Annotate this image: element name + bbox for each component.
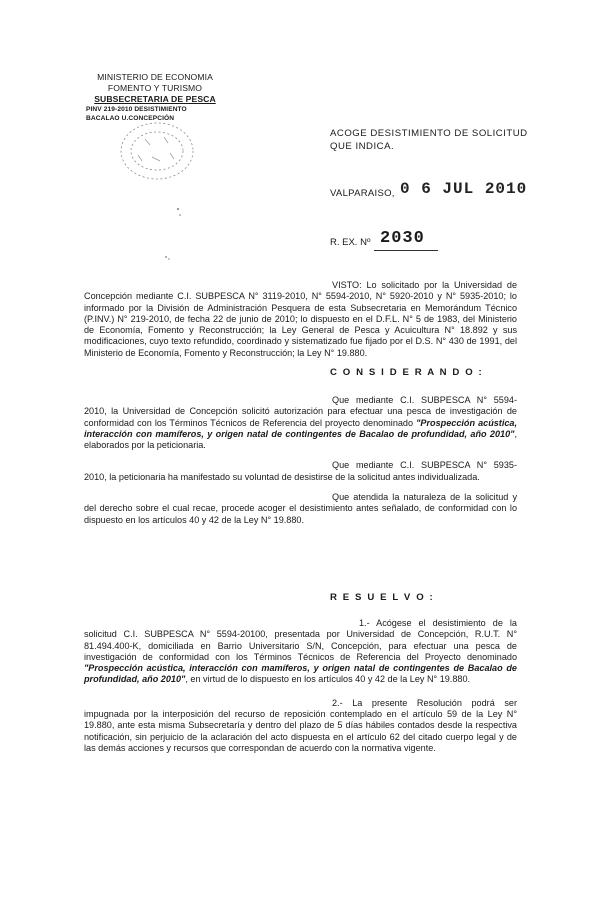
resuelvo-2-lead: 2.- La presente Resolución podrá ser — [332, 697, 517, 708]
place-label: VALPARAISO, — [330, 188, 395, 199]
visto-text: Concepción mediante C.I. SUBPESCA N° 3119-2010, N° 5594-2010, N° 5920-2010 y N° 5935-2010; lo informado por la División de Administración Pesquera de esta Subsecretaria en Memorándum Técnico (P.INV.) N° 219-2010, de fecha 22 de junio de 2010; lo dispuesto en el D.F.L. N° 5 de 1983, del Ministerio de Economía, Fomento y Reconstrucción; la Ley General de Pesca y Acuicultura N° 18.892 y sus modificaciones, cuyo texto refundido, coordinado y sistematizado fue fijado por el D.S. N° 430 de 1991, del Ministerio de Economía, Fomento y Reconstrucción; la Ley N° 19.880. — [84, 291, 517, 358]
considerando-3-text: del derecho sobre el cual recae, procede acoger el desistimiento antes señalado, de conformidad con lo dispuesto en los artículos 40 y 42 de la Ley N° 19.880. — [84, 503, 517, 525]
resuelvo-heading: R E S U E L V O : — [330, 592, 435, 603]
title-line-1: ACOGE DESISTIMIENTO DE SOLICITUD — [330, 128, 528, 139]
considerando-1-project: "Prospección acústica, interacción con mamíferos, y origen natal de contingentes de Bacalao de profundidad, año 2010" — [84, 417, 518, 439]
considerando-2-text: 2010, la peticionaria ha manifestado su voluntad de desistirse de la solicitud antes individualizada. — [84, 471, 480, 482]
considerando-1-lead: Que mediante C.I. SUBPESCA N° 5594- — [332, 395, 517, 405]
considerando-paragraph-3 — [84, 492, 517, 526]
considerando-paragraph-1 — [84, 395, 517, 451]
visto-section — [84, 280, 517, 359]
resolution-label: R. EX. Nº — [330, 237, 371, 248]
resuelvo-paragraph-2 — [84, 698, 517, 754]
document-title — [330, 127, 528, 153]
reference-line-2: BACALAO U.CONCEPCIÓN — [86, 115, 175, 122]
official-seal-stamp — [112, 117, 202, 187]
resuelvo-1-text-b: , en virtud de lo dispuesto en los artículos 40 y 42 de la Ley N° 19.880. — [185, 674, 471, 685]
ministry-name: MINISTERIO DE ECONOMIA — [97, 72, 213, 82]
considerando-2-lead: Que mediante C.I. SUBPESCA N° 5935- — [332, 460, 517, 471]
considerando-section — [84, 395, 517, 526]
considerando-3-lead: Que atendida la naturaleza de la solicitud y — [332, 492, 517, 503]
resuelvo-2-text: impugnada por la interposición del recurso de reposición contemplado en el artículo 59 de la Ley N° 19.880, ante esta misma Subsecretaría y dentro del plazo de 5 días hábiles contados desde la respectiva notificación, sin perjuicio de la aclaración del acto dispuesta en el artículo 62 del citado cuerpo legal y de las demás acciones y recursos que correspondan de acuerdo con la normativa vigente. — [84, 709, 517, 753]
considerando-1-text-a: 2010, la Universidad de Concepción solicitó autorización para efectuar una pesca de investigación de conformidad con los Términos Técnicos de Referencia del proyecto denominado — [84, 406, 517, 428]
subsecretaria-name: SUBSECRETARIA DE PESCA — [94, 94, 216, 104]
considerando-heading: C O N S I D E R A N D O : — [330, 367, 484, 378]
considerando-paragraph-2 — [84, 460, 517, 483]
resuelvo-paragraph-1 — [84, 618, 517, 686]
letterhead — [70, 72, 240, 123]
reference-line-1: PINV 219-2010 DESISTIMIENTO — [86, 106, 187, 113]
resuelvo-1-lead: 1.- Acógese el desistimiento de la solicitud — [84, 618, 517, 640]
resuelvo-1-text-a: C.I. SUBPESCA N° 5594-20100, presentada por Universidad de Concepción, R.U.T. N° 81.494.400-K, domiciliada en Barrio Universitario S/N, Concepción, para efectuar una pesca de investigación de conformidad con los Términos Técnicos de Referencia del Proyecto denominado — [84, 629, 518, 662]
ministry-name-2: FOMENTO Y TURISMO — [107, 83, 203, 93]
resuelvo-1-project: "Prospección acústica, interacción con mamíferos, y origen natal de contingentes de Bacalao de profundidad, año 2010" — [84, 663, 517, 685]
date-stamp: 0 6 JUL 2010 — [400, 180, 528, 198]
scan-specks — [160, 205, 190, 265]
visto-paragraph — [84, 280, 517, 359]
resolution-number: 2030 — [380, 229, 425, 248]
resuelvo-section — [84, 618, 517, 754]
considerando-1-text-b: , elaborados por la peticionaria. — [84, 428, 517, 451]
visto-lead: VISTO: Lo solicitado por la Universidad de — [332, 280, 517, 290]
title-line-2: QUE INDICA. — [330, 141, 395, 152]
resolution-underline — [374, 250, 438, 251]
